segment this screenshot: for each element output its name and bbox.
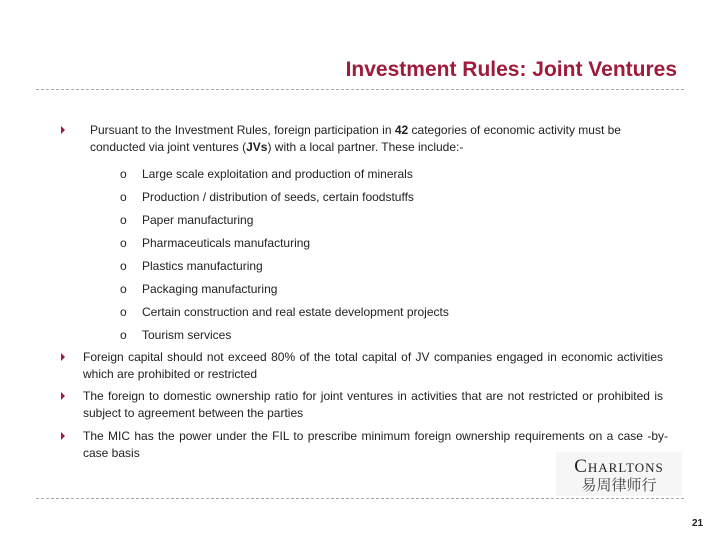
intro-paragraph: [90, 122, 670, 156]
sub-list-item-text: Packaging manufacturing: [142, 282, 278, 296]
slide-title: Investment Rules: Joint Ventures: [345, 58, 677, 81]
circle-bullet-icon: o: [120, 236, 127, 250]
divider-bottom: [36, 498, 684, 499]
charltons-logo: [556, 452, 682, 496]
circle-bullet-icon: o: [120, 190, 127, 204]
circle-bullet-icon: o: [120, 259, 127, 273]
sub-list-item: [120, 167, 413, 181]
point-3: The MIC has the power under the FIL to prescribe minimum foreign ownership requirements on a case -by-case basis: [83, 429, 668, 460]
sub-list-item-text: Pharmaceuticals manufacturing: [142, 236, 311, 250]
sub-list-item: [120, 236, 310, 250]
intro-abbr: JVs: [246, 140, 268, 154]
point-2: The foreign to domestic ownership ratio for joint ventures in activities that are not restricted or prohibited is subject to agreement between the parties: [83, 389, 663, 420]
sub-list-item-text: Tourism services: [142, 328, 232, 342]
circle-bullet-icon: o: [120, 167, 127, 181]
bullet-arrow-icon: [61, 126, 65, 134]
point-1: Foreign capital should not exceed 80% of the total capital of JV companies engaged in economic activities which are prohibited or restricted: [83, 350, 663, 381]
bullet-arrow-icon: [61, 432, 65, 440]
sub-list-item-text: Paper manufacturing: [142, 213, 254, 227]
sub-list-item: [120, 213, 253, 227]
logo-en: Charltons: [574, 456, 664, 477]
bullet-arrow-icon: [61, 353, 65, 361]
intro-count: 42: [394, 123, 409, 137]
sub-list-item: [120, 190, 414, 204]
circle-bullet-icon: o: [120, 282, 127, 296]
sub-list-item: [120, 282, 277, 296]
intro-text: categories of economic activity must be conducted via joint ventures (: [90, 123, 621, 154]
sub-list-item-text: Certain construction and real estate development projects: [142, 305, 449, 319]
sub-list-item: [120, 305, 449, 319]
circle-bullet-icon: o: [120, 305, 127, 319]
page-number: 21: [692, 518, 704, 529]
intro-text: Pursuant to the Investment Rules, foreign participation in: [90, 123, 395, 137]
sub-list-item-text: Production / distribution of seeds, certain foodstuffs: [142, 190, 414, 204]
circle-bullet-icon: o: [120, 328, 127, 342]
sub-list-item-text: Large scale exploitation and production of minerals: [142, 167, 413, 181]
logo-zh: 易周律师行: [581, 477, 657, 494]
circle-bullet-icon: o: [120, 213, 127, 227]
sub-list-item: [120, 328, 231, 342]
divider-top: [36, 89, 684, 90]
bullet-arrow-icon: [61, 392, 65, 400]
intro-text: ) with a local partner. These include:-: [267, 140, 464, 154]
sub-list-item: [120, 259, 263, 273]
sub-list-item-text: Plastics manufacturing: [142, 259, 263, 273]
